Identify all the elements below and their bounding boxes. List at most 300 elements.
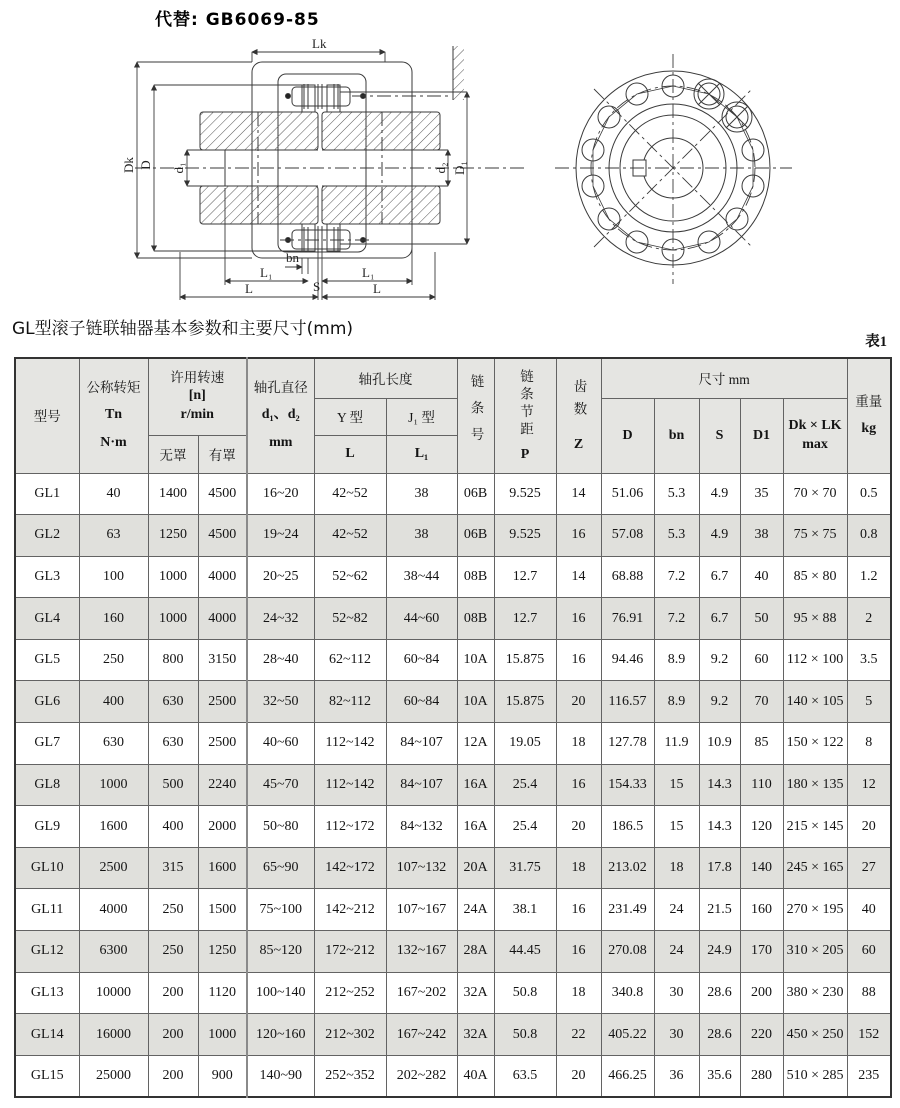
value-cell: 16 [556, 598, 601, 640]
header-no-cover [148, 435, 198, 473]
header-speed-sym: [n] [188, 387, 206, 403]
value-cell: 25000 [79, 1055, 148, 1097]
table-title: GL型滚子链联轴器基本参数和主要尺寸(mm) [12, 319, 354, 339]
value-cell: 630 [79, 723, 148, 765]
value-cell: 2500 [198, 723, 247, 765]
value-cell: 252~352 [314, 1055, 386, 1097]
value-cell: 800 [148, 639, 198, 681]
value-cell: 250 [148, 931, 198, 973]
value-cell: 9.2 [699, 681, 740, 723]
header-dim-d1 [740, 398, 783, 473]
value-cell: 250 [79, 639, 148, 681]
value-cell: 142~212 [314, 889, 386, 931]
value-cell: 152 [847, 1014, 891, 1056]
header-size-group [601, 358, 847, 398]
value-cell: 11.9 [654, 723, 699, 765]
value-cell: 30 [654, 972, 699, 1014]
value-cell: 167~242 [386, 1014, 457, 1056]
standard-replacement-note: 代替: GB6069-85 [155, 10, 320, 30]
value-cell: 172~212 [314, 931, 386, 973]
header-dim-dklk [783, 398, 847, 473]
value-cell: 52~62 [314, 556, 386, 598]
table-row [15, 723, 891, 765]
value-cell: 20 [556, 1055, 601, 1097]
value-cell: 180 × 135 [783, 764, 847, 806]
value-cell: 4500 [198, 515, 247, 557]
header-chain-no [457, 358, 494, 473]
header-teeth-sym: Z [573, 436, 584, 452]
value-cell: 250 [148, 889, 198, 931]
value-cell: 60 [847, 931, 891, 973]
value-cell: 50.8 [494, 1014, 556, 1056]
value-cell: 24A [457, 889, 494, 931]
value-cell: 2 [847, 598, 891, 640]
value-cell: 270.08 [601, 931, 654, 973]
value-cell: 200 [148, 1014, 198, 1056]
value-cell: 2240 [198, 764, 247, 806]
value-cell: 18 [654, 847, 699, 889]
value-cell: 08B [457, 598, 494, 640]
table-row [15, 889, 891, 931]
value-cell: 40 [79, 473, 148, 515]
value-cell: 213.02 [601, 847, 654, 889]
value-cell: 70 [740, 681, 783, 723]
value-cell: 14 [556, 473, 601, 515]
header-with-cover-label: 有罩 [208, 447, 236, 463]
value-cell: 60~84 [386, 681, 457, 723]
value-cell: 60 [740, 639, 783, 681]
value-cell: 160 [740, 889, 783, 931]
header-weight [847, 358, 891, 473]
model-cell: GL3 [15, 556, 79, 598]
value-cell: 142~172 [314, 847, 386, 889]
value-cell: 116.57 [601, 681, 654, 723]
value-cell: 510 × 285 [783, 1055, 847, 1097]
value-cell: 1120 [198, 972, 247, 1014]
dim-label-d1cap: D₁ [452, 161, 467, 175]
value-cell: 1600 [79, 806, 148, 848]
value-cell: 120 [740, 806, 783, 848]
value-cell: 500 [148, 764, 198, 806]
value-cell: 38.1 [494, 889, 556, 931]
value-cell: 50 [740, 598, 783, 640]
value-cell: 8.9 [654, 681, 699, 723]
dim-label-l-right: L [373, 281, 381, 296]
table-row [15, 972, 891, 1014]
value-cell: 19.05 [494, 723, 556, 765]
value-cell: 20 [847, 806, 891, 848]
value-cell: 50~80 [247, 806, 314, 848]
model-cell: GL14 [15, 1014, 79, 1056]
value-cell: 1500 [198, 889, 247, 931]
header-chain-no-label: 链条号 [468, 373, 484, 453]
header-model-label: 型号 [33, 409, 61, 425]
value-cell: 14.3 [699, 764, 740, 806]
value-cell: 10A [457, 681, 494, 723]
value-cell: 5.3 [654, 473, 699, 515]
header-teeth [556, 358, 601, 473]
cross-section-drawing [121, 38, 525, 300]
header-pitch-hz: 链条节距 [518, 368, 533, 439]
value-cell: 1400 [148, 473, 198, 515]
value-cell: 9.2 [699, 639, 740, 681]
value-cell: 35.6 [699, 1055, 740, 1097]
value-cell: 38 [740, 515, 783, 557]
value-cell: 400 [79, 681, 148, 723]
value-cell: 24 [654, 931, 699, 973]
value-cell: 231.49 [601, 889, 654, 931]
value-cell: 88 [847, 972, 891, 1014]
value-cell: 8 [847, 723, 891, 765]
header-dim-bn [654, 398, 699, 473]
header-dim-s [699, 398, 740, 473]
header-size-label: 尺寸 mm [698, 371, 750, 387]
header-y-type-label: Y 型 [336, 410, 364, 425]
value-cell: 63.5 [494, 1055, 556, 1097]
table-number-tag: 表1 [865, 334, 887, 350]
value-cell: 38 [386, 515, 457, 557]
model-cell: GL10 [15, 847, 79, 889]
value-cell: 65~90 [247, 847, 314, 889]
value-cell: 16A [457, 764, 494, 806]
value-cell: 06B [457, 473, 494, 515]
value-cell: 19~24 [247, 515, 314, 557]
table-row [15, 847, 891, 889]
value-cell: 70 × 70 [783, 473, 847, 515]
value-cell: 42~52 [314, 515, 386, 557]
value-cell: 84~107 [386, 723, 457, 765]
value-cell: 127.78 [601, 723, 654, 765]
header-len-l-label: L [345, 446, 355, 461]
value-cell: 466.25 [601, 1055, 654, 1097]
value-cell: 112 × 100 [783, 639, 847, 681]
value-cell: 400 [148, 806, 198, 848]
dim-label-lk: Lk [312, 38, 327, 51]
value-cell: 16 [556, 889, 601, 931]
value-cell: 31.75 [494, 847, 556, 889]
value-cell: 450 × 250 [783, 1014, 847, 1056]
value-cell: 220 [740, 1014, 783, 1056]
header-dim-d-label: D [622, 427, 633, 443]
value-cell: 1.2 [847, 556, 891, 598]
value-cell: 405.22 [601, 1014, 654, 1056]
header-j1-type [386, 398, 457, 435]
value-cell: 76.91 [601, 598, 654, 640]
header-bore-length [314, 358, 457, 398]
dim-label-l-left: L [245, 281, 253, 296]
value-cell: 4500 [198, 473, 247, 515]
value-cell: 62~112 [314, 639, 386, 681]
value-cell: 160 [79, 598, 148, 640]
value-cell: 15 [654, 764, 699, 806]
value-cell: 44~60 [386, 598, 457, 640]
header-bore-hz: 轴孔直径 [253, 380, 308, 396]
value-cell: 84~107 [386, 764, 457, 806]
value-cell: 8.9 [654, 639, 699, 681]
value-cell: 170 [740, 931, 783, 973]
value-cell: 94.46 [601, 639, 654, 681]
value-cell: 4.9 [699, 515, 740, 557]
value-cell: 35 [740, 473, 783, 515]
value-cell: 40A [457, 1055, 494, 1097]
header-pitch-sym: P [520, 446, 530, 462]
value-cell: 82~112 [314, 681, 386, 723]
model-cell: GL6 [15, 681, 79, 723]
value-cell: 75~100 [247, 889, 314, 931]
value-cell: 0.5 [847, 473, 891, 515]
value-cell: 4000 [198, 556, 247, 598]
value-cell: 107~132 [386, 847, 457, 889]
value-cell: 85~120 [247, 931, 314, 973]
model-cell: GL8 [15, 764, 79, 806]
table-row [15, 1014, 891, 1056]
coupling-spec-table [14, 357, 892, 1098]
value-cell: 100~140 [247, 972, 314, 1014]
value-cell: 75 × 75 [783, 515, 847, 557]
value-cell: 1600 [198, 847, 247, 889]
table-row [15, 473, 891, 515]
value-cell: 32A [457, 1014, 494, 1056]
header-dim-s-label: S [715, 427, 724, 443]
header-torque [79, 358, 148, 473]
value-cell: 51.06 [601, 473, 654, 515]
model-cell: GL7 [15, 723, 79, 765]
dim-label-s: S [313, 279, 321, 294]
value-cell: 85 × 80 [783, 556, 847, 598]
value-cell: 140 × 105 [783, 681, 847, 723]
value-cell: 235 [847, 1055, 891, 1097]
model-cell: GL15 [15, 1055, 79, 1097]
value-cell: 10000 [79, 972, 148, 1014]
header-torque-unit: N·m [100, 435, 127, 451]
header-dim-d [601, 398, 654, 473]
value-cell: 20 [556, 806, 601, 848]
value-cell: 08B [457, 556, 494, 598]
value-cell: 25.4 [494, 806, 556, 848]
value-cell: 1250 [148, 515, 198, 557]
value-cell: 84~132 [386, 806, 457, 848]
dim-label-d1: d₁ [171, 162, 186, 174]
table-row [15, 764, 891, 806]
cover-outline [252, 62, 412, 258]
value-cell: 112~142 [314, 723, 386, 765]
value-cell: 12A [457, 723, 494, 765]
value-cell: 06B [457, 515, 494, 557]
value-cell: 270 × 195 [783, 889, 847, 931]
value-cell: 14.3 [699, 806, 740, 848]
value-cell: 1250 [198, 931, 247, 973]
value-cell: 22 [556, 1014, 601, 1056]
value-cell: 12.7 [494, 556, 556, 598]
value-cell: 21.5 [699, 889, 740, 931]
header-bore-unit: mm [269, 435, 293, 451]
value-cell: 215 × 145 [783, 806, 847, 848]
value-cell: 52~82 [314, 598, 386, 640]
table-row [15, 639, 891, 681]
header-len-l1 [386, 435, 457, 473]
value-cell: 245 × 165 [783, 847, 847, 889]
front-view-drawing [555, 54, 792, 284]
value-cell: 212~252 [314, 972, 386, 1014]
value-cell: 2500 [79, 847, 148, 889]
model-cell: GL2 [15, 515, 79, 557]
value-cell: 16A [457, 806, 494, 848]
table-header [15, 358, 891, 473]
value-cell: 60~84 [386, 639, 457, 681]
table-body [15, 473, 891, 1097]
value-cell: 15.875 [494, 681, 556, 723]
value-cell: 4.9 [699, 473, 740, 515]
model-cell: GL5 [15, 639, 79, 681]
value-cell: 100 [79, 556, 148, 598]
value-cell: 20A [457, 847, 494, 889]
value-cell: 24~32 [247, 598, 314, 640]
value-cell: 25.4 [494, 764, 556, 806]
value-cell: 16000 [79, 1014, 148, 1056]
value-cell: 2000 [198, 806, 247, 848]
value-cell: 20 [556, 681, 601, 723]
value-cell: 12.7 [494, 598, 556, 640]
value-cell: 32A [457, 972, 494, 1014]
value-cell: 380 × 230 [783, 972, 847, 1014]
value-cell: 340.8 [601, 972, 654, 1014]
value-cell: 30 [654, 1014, 699, 1056]
value-cell: 15.875 [494, 639, 556, 681]
value-cell: 50.8 [494, 972, 556, 1014]
value-cell: 10A [457, 639, 494, 681]
value-cell: 132~167 [386, 931, 457, 973]
table-row [15, 556, 891, 598]
header-y-type [314, 398, 386, 435]
value-cell: 7.2 [654, 556, 699, 598]
header-dim-dklk-label: Dk × LK [788, 418, 842, 433]
value-cell: 4000 [198, 598, 247, 640]
value-cell: 3150 [198, 639, 247, 681]
value-cell: 27 [847, 847, 891, 889]
value-cell: 110 [740, 764, 783, 806]
value-cell: 200 [148, 972, 198, 1014]
table-row [15, 806, 891, 848]
table-row [15, 931, 891, 973]
value-cell: 44.45 [494, 931, 556, 973]
value-cell: 150 × 122 [783, 723, 847, 765]
value-cell: 2500 [198, 681, 247, 723]
value-cell: 5.3 [654, 515, 699, 557]
dimension-labels [121, 38, 467, 296]
value-cell: 32~50 [247, 681, 314, 723]
value-cell: 6300 [79, 931, 148, 973]
header-torque-sym: Tn [104, 407, 123, 423]
value-cell: 1000 [148, 598, 198, 640]
value-cell: 18 [556, 972, 601, 1014]
header-dim-bn-label: bn [668, 427, 685, 443]
value-cell: 38~44 [386, 556, 457, 598]
value-cell: 38 [386, 473, 457, 515]
value-cell: 10.9 [699, 723, 740, 765]
value-cell: 36 [654, 1055, 699, 1097]
model-cell: GL11 [15, 889, 79, 931]
value-cell: 167~202 [386, 972, 457, 1014]
table-row [15, 1055, 891, 1097]
header-speed-hz: 许用转速 [170, 369, 225, 385]
value-cell: 112~172 [314, 806, 386, 848]
dim-label-bn: bn [286, 250, 299, 265]
model-cell: GL12 [15, 931, 79, 973]
header-bore-sym: d₁、d₂ [261, 407, 300, 423]
value-cell: 14 [556, 556, 601, 598]
value-cell: 140 [740, 847, 783, 889]
value-cell: 7.2 [654, 598, 699, 640]
value-cell: 4000 [79, 889, 148, 931]
value-cell: 280 [740, 1055, 783, 1097]
value-cell: 40~60 [247, 723, 314, 765]
value-cell: 63 [79, 515, 148, 557]
value-cell: 310 × 205 [783, 931, 847, 973]
header-bore-diameter [247, 358, 314, 473]
value-cell: 9.525 [494, 515, 556, 557]
value-cell: 12 [847, 764, 891, 806]
value-cell: 630 [148, 681, 198, 723]
header-with-cover [198, 435, 247, 473]
dim-label-dk: Dk [121, 157, 136, 173]
value-cell: 42~52 [314, 473, 386, 515]
value-cell: 16 [556, 639, 601, 681]
value-cell: 16 [556, 764, 601, 806]
dim-label-d: D [138, 160, 153, 170]
dim-label-l1-right: L₁ [362, 265, 375, 280]
value-cell: 85 [740, 723, 783, 765]
header-torque-hz: 公称转矩 [86, 380, 141, 396]
table-row [15, 598, 891, 640]
value-cell: 200 [740, 972, 783, 1014]
value-cell: 28~40 [247, 639, 314, 681]
header-len-l1-label: L₁ [414, 446, 429, 461]
value-cell: 57.08 [601, 515, 654, 557]
value-cell: 202~282 [386, 1055, 457, 1097]
dim-label-d2: d₂ [433, 162, 448, 174]
value-cell: 107~167 [386, 889, 457, 931]
model-cell: GL4 [15, 598, 79, 640]
value-cell: 15 [654, 806, 699, 848]
value-cell: 3.5 [847, 639, 891, 681]
value-cell: 0.8 [847, 515, 891, 557]
value-cell: 16~20 [247, 473, 314, 515]
header-pitch [494, 358, 556, 473]
value-cell: 17.8 [699, 847, 740, 889]
value-cell: 68.88 [601, 556, 654, 598]
value-cell: 186.5 [601, 806, 654, 848]
header-speed-unit: r/min [180, 406, 214, 422]
value-cell: 1000 [198, 1014, 247, 1056]
value-cell: 140~90 [247, 1055, 314, 1097]
value-cell: 900 [198, 1055, 247, 1097]
value-cell: 6.7 [699, 556, 740, 598]
header-dim-d1-label: D1 [752, 427, 771, 443]
dim-label-l1-left: L₁ [260, 265, 273, 280]
header-speed [148, 358, 247, 435]
value-cell: 40 [740, 556, 783, 598]
value-cell: 18 [556, 723, 601, 765]
value-cell: 28.6 [699, 972, 740, 1014]
model-cell: GL9 [15, 806, 79, 848]
value-cell: 315 [148, 847, 198, 889]
table-row [15, 515, 891, 557]
header-bore-length-label: 轴孔长度 [358, 371, 413, 387]
value-cell: 16 [556, 931, 601, 973]
header-j1-type-label: J₁ 型 [408, 410, 435, 425]
value-cell: 18 [556, 847, 601, 889]
value-cell: 40 [847, 889, 891, 931]
